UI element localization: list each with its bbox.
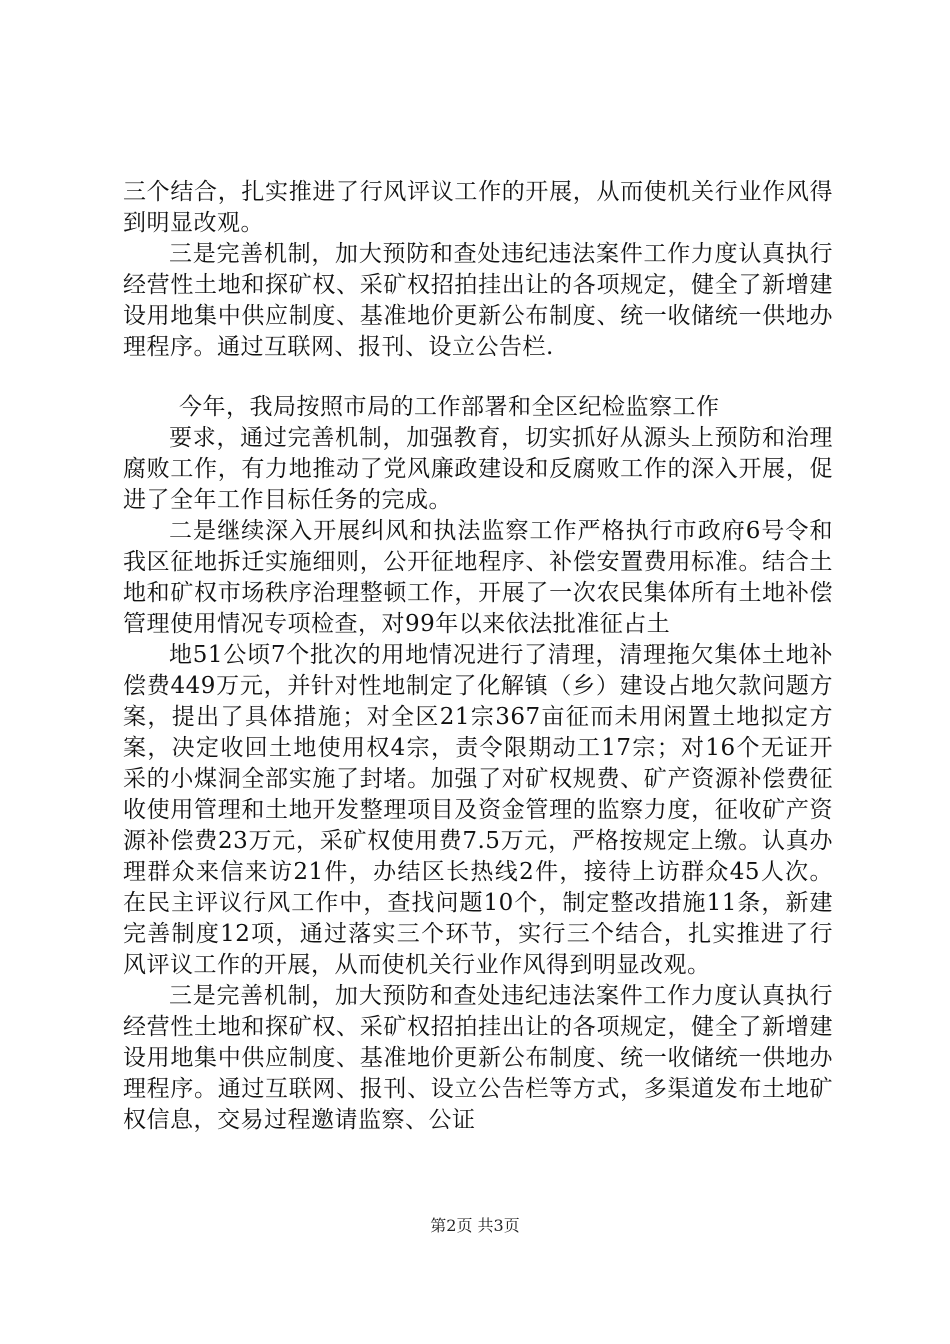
paragraph-requirements: 要求，通过完善机制，加强教育，切实抓好从源头上预防和治理腐败工作，有力地推动了党风廉政建设和反腐败工作的深入开展，促进了全年工作目标任务的完成。 xyxy=(123,425,833,513)
paragraph-continuation: 三个结合，扎实推进了行风评议工作的开展，从而使机关行业作风得到明显改观。 xyxy=(123,179,833,236)
text-block-top xyxy=(123,177,833,363)
text-block-main xyxy=(123,392,833,1136)
paragraph-point-three-repeat: 三是完善机制，加大预防和查处违纪违法案件工作力度认真执行经营性土地和探矿权、采矿权招拍挂出让的各项规定，健全了新增建设用地集中供应制度、基准地价更新公布制度、统一收储统一供地办理程序。通过互联网、报刊、设立公告栏等方式，多渠道发布土地矿权信息，交易过程邀请监察、公证 xyxy=(123,983,833,1133)
paragraph-land-cleanup: 地51公顷7个批次的用地情况进行了清理，清理拖欠集体土地补偿费449万元，并针对性地制定了化解镇（乡）建设占地欠款问题方案，提出了具体措施；对全区21宗367亩征而未用闲置土地拟定方案，决定收回土地使用权4宗，责令限期动工17宗；对16个无证开采的小煤洞全部实施了封堵。加强了对矿权规费、矿产资源补偿费征收使用管理和土地开发整理项目及资金管理的监察力度，征收矿产资源补偿费23万元，采矿权使用费7.5万元，严格按规定上缴。认真办理群众来信来访21件，办结区长热线2件，接待上访群众45人次。在民主评议行风工作中，查找问题10个，制定整改措施11条，新建完善制度12项，通过落实三个环节，实行三个结合，扎实推进了行风评议工作的开展，从而使机关行业作风得到明显改观。 xyxy=(123,642,833,978)
paragraph-point-three: 三是完善机制，加大预防和查处违纪违法案件工作力度认真执行经营性土地和探矿权、采矿权招拍挂出让的各项规定，健全了新增建设用地集中供应制度、基准地价更新公布制度、统一收储统一供地办理程序。通过互联网、报刊、设立公告栏. xyxy=(123,241,833,360)
paragraph-point-two: 二是继续深入开展纠风和执法监察工作严格执行市政府6号令和我区征地拆迁实施细则，公开征地程序、补偿安置费用标准。结合土地和矿权市场秩序治理整顿工作，开展了一次农民集体所有土地补偿管理使用情况专项检查，对99年以来依法批准征占土 xyxy=(123,518,833,637)
paragraph-opening-line: 今年，我局按照市局的工作部署和全区纪检监察工作 xyxy=(179,394,720,420)
page-number-footer: 第2页 共3页 xyxy=(430,1216,520,1235)
